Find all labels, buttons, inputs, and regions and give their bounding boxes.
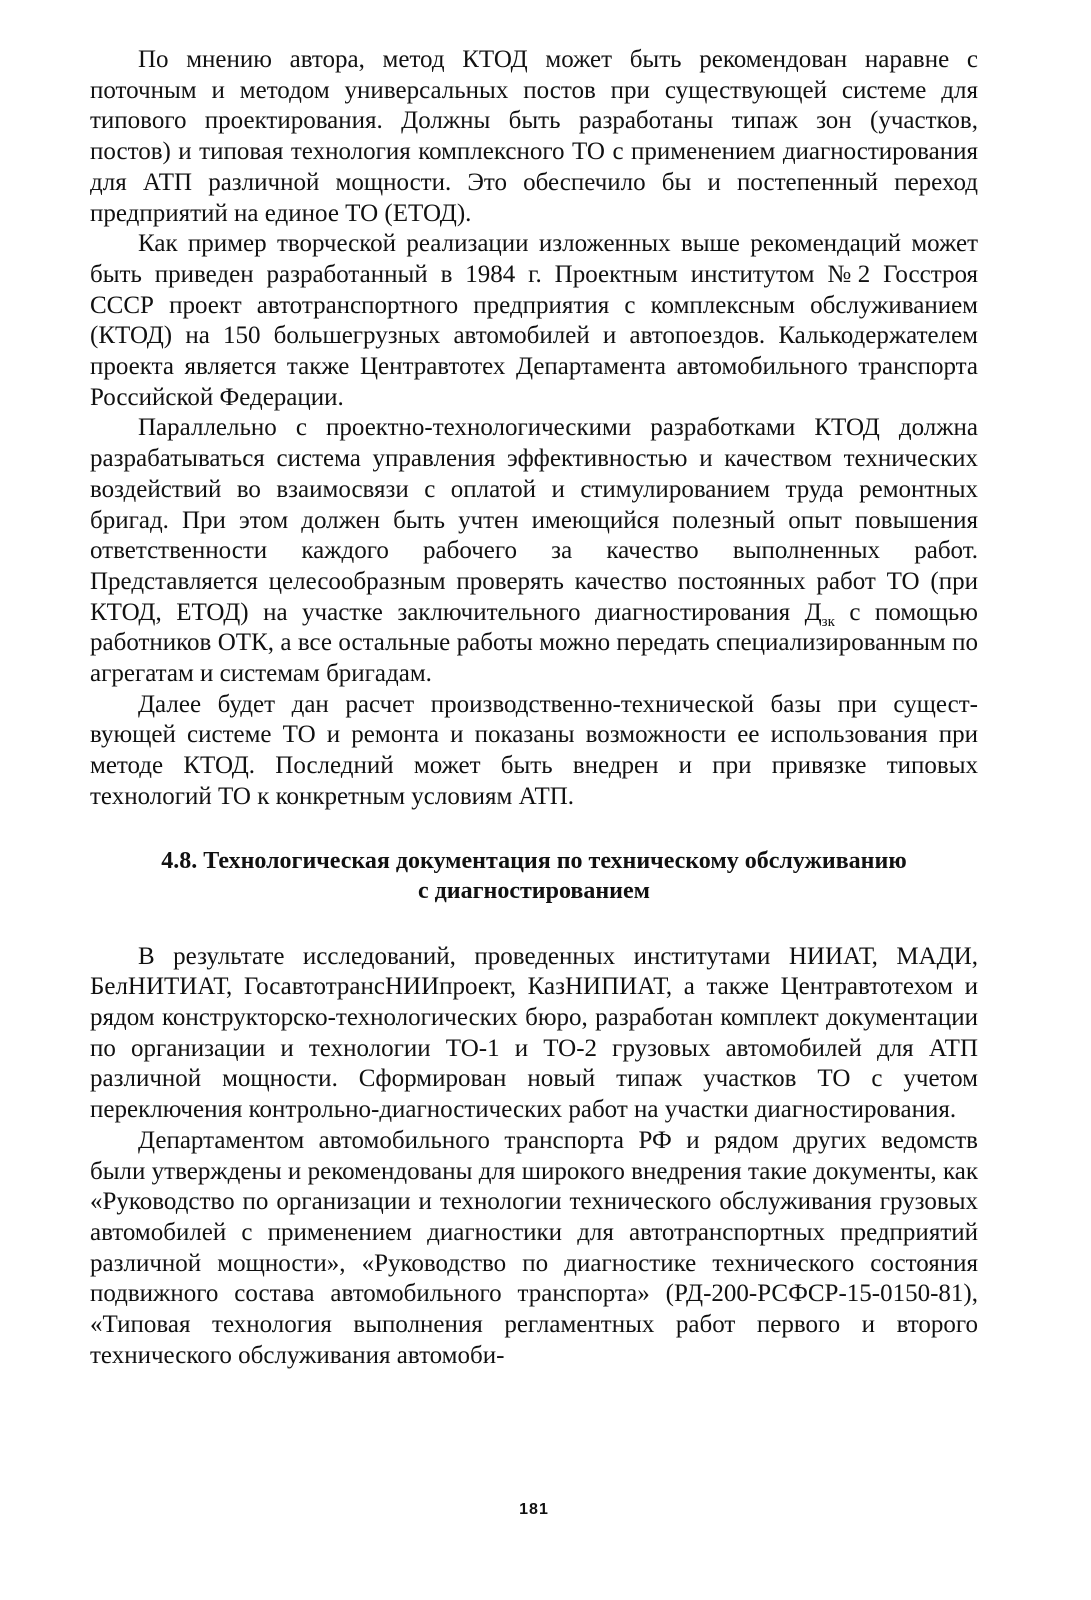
paragraph-ktod-recommendation: По мнению автора, метод КТОД может быть рекомендован наравне с поточным и методом универсальных постов при существующей системе для типового проектирования. Должны быть разработаны типаж зон (участков, постов) и типовая технология комплексного ТО с применением диагностирования для АТП различной мощности. Это обеспечило бы и постепенный переход предприятий на единое ТО (ЕТОД).	[90, 46, 978, 227]
page-number: 181	[519, 1501, 549, 1518]
paragraph-quality-text-end: с помощью работников ОТК, а все остальные работы можно передать специализированным по агрегатам и системам бригадам.	[90, 598, 978, 688]
section-heading	[90, 846, 978, 906]
paragraph-project-example: Как пример творческой реализации изложенных выше рекомендаций может быть приведен разработанный в 1984 г. Проектным институтом №2 Госстроя СССР проект автотранспортного предприятия с комплексным обслуживанием (КТОД) на 150 большегрузных автомобилей и автопоездов. Калькодержателем проекта является также Центравтотех Департамента автомобильного транспорта Российской Федерации.	[90, 230, 978, 411]
paragraph-research-results: В результате исследований, проведенных институтами НИИАТ, МАДИ, БелНИТИАТ, ГосавтотрансНИИпроект, КазНИПИАТ, а также Центравтотехом и рядом конструкторско-технологических бюро, разработан комплект документации по организации и технологии ТО-1 и ТО-2 грузовых автомобилей для АТП различной мощности. Сформирован новый типаж участков ТО с учетом переключения контрольно-диагностических работ на участки диагностирования.	[90, 942, 978, 1124]
paragraph-department-documents: Департаментом автомобильного транспорта РФ и рядом других ведомств были утверждены и рекомендованы для широкого внедрения такие документы, как «Руководство по организации и технологии технического обслуживания грузовых автомобилей с применением диагностики для автотранспортных предприятий различной мощности», «Руководство по диагностике технического состояния подвижного состава автомобильного транспорта» (РД-200-РСФСР-15-0150-81), «Типовая технология выполнения регламентных работ первого и второго технического обслуживания автомоби-	[90, 1126, 978, 1369]
paragraph-quality-management	[90, 413, 978, 689]
paragraph-base-calculation: Далее будет дан расчет производственно-технической базы при существующей системе ТО и ремонта и показаны возможности ее использования при методе КТОД. Последний может быть внедрен и при привязке типовых технологий ТО к конкретным условиям АТП.	[90, 690, 978, 810]
section-heading-line-2: с диагностированием	[418, 877, 650, 904]
document-page	[90, 45, 978, 1550]
section-heading-line-1: 4.8. Технологическая документация по техническому обслуживанию	[161, 847, 907, 874]
paragraph-quality-text-start: Параллельно с проектно-технологическими разработками КТОД должна разрабатываться система управления эффективностью и качеством технических воздействий во взаимосвязи с оплатой и стимулированием труда ремонтных бригад. При этом должен быть учтен имеющийся полезный опыт повышения ответственности каждого рабочего за качество выполненных работ. Представляется целесообразным проверять качество постоянных работ ТО (при КТОД, ЕТОД) на участке заключительного диагностирования Д	[90, 414, 978, 626]
subscript-zk: зк	[821, 613, 835, 630]
